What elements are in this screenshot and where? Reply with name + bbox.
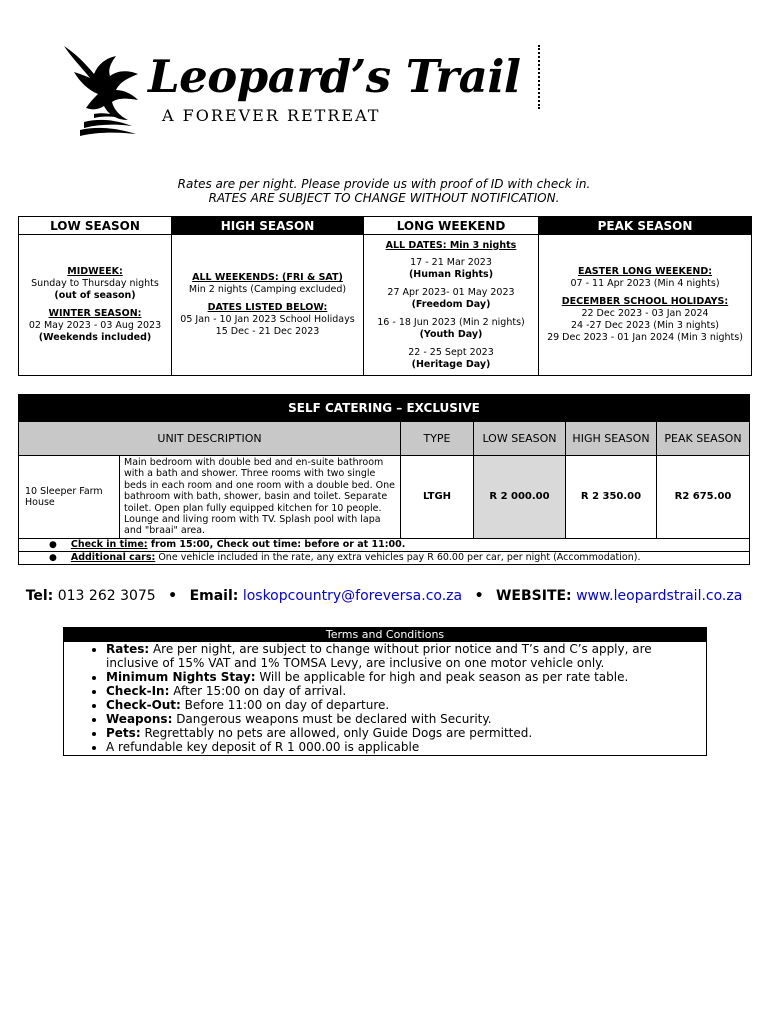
peak-season-cell [539,235,752,376]
winter-season-label: WINTER SEASON: [48,308,142,319]
high-season-header: HIGH SEASON [172,217,364,235]
term-label: Check-Out: [106,698,181,712]
december-dates-2: 24 -27 Dec 2023 (Min 3 nights) [571,319,719,331]
list-item [106,712,706,726]
term-label: Check-In: [106,684,170,698]
term-text: Before 11:00 on day of departure. [180,698,390,712]
additional-cars-label: Additional cars: [70,551,156,563]
high-season-cell [172,235,364,376]
long-weekend-note: (Youth Day) [419,328,483,340]
list-item [106,698,706,712]
high-season-dates-2: 15 Dec - 21 Dec 2023 [215,325,320,337]
term-text: Will be applicable for high and peak season as per rate table. [255,670,629,684]
additional-cars-note [19,551,750,564]
term-label: Minimum Nights Stay: [106,670,256,684]
email-link[interactable]: loskopcountry@foreversa.co.za [242,588,463,604]
december-holidays-label: DECEMBER SCHOOL HOLIDAYS: [561,296,729,308]
dates-listed-label: DATES LISTED BELOW: [207,302,328,314]
long-weekend-note: (Heritage Day) [411,358,491,370]
high-season-col-header: HIGH SEASON [566,422,657,456]
self-catering-title: SELF CATERING – EXCLUSIVE [19,395,750,422]
easter-label: EASTER LONG WEEKEND: [577,266,713,278]
long-weekend-note: (Human Rights) [408,269,494,281]
check-in-label: Check in time: [70,538,148,550]
peak-season-rate: R2 675.00 [657,456,750,539]
long-weekend-cell [364,235,539,376]
term-label: Pets: [106,726,141,740]
peak-season-col-header: PEAK SEASON [657,422,750,456]
check-in-note [19,538,750,551]
dotted-divider [538,45,540,109]
contact-line [0,588,768,604]
term-text: Dangerous weapons must be declared with Security. [172,712,492,726]
table-row [19,456,750,539]
additional-cars-text: One vehicle included in the rate, any extra vehicles pay R 60.00 per car, per night (Accommodation). [155,551,641,563]
high-season-dates-1: 05 Jan - 10 Jan 2023 School Holidays [180,313,355,325]
term-text: After 15:00 on day of arrival. [169,684,347,698]
unit-description: Main bedroom with double bed and en-suite bathroom with a bath and shower. Three rooms with two single beds in each room and one room with a double bed. One bathroom with bath, shower, basin and toilet. Separate toilet. Open plan fully equipped kitchen for 10 people. Lounge and living room with TV. Splash pool with lapa and "braai" area. [120,456,401,539]
december-dates-1: 22 Dec 2023 - 03 Jan 2024 [581,308,709,319]
long-weekend-dates: 27 Apr 2023- 01 May 2023 [387,287,515,299]
winter-season-note: (Weekends included) [38,331,152,343]
term-text: Regrettably no pets are allowed, only Guide Dogs are permitted. [140,726,533,740]
check-in-text: from 15:00, Check out time: before or at 11:00. [147,538,406,550]
low-season-cell [19,235,172,376]
list-item [106,740,706,754]
high-season-rate: R 2 350.00 [566,456,657,539]
term-text: Are per night, are subject to change without prior notice and T’s and C’s apply, are inclusive of 15% VAT and 1% TOMSA Levy, are inclusive on one motor vehicle only. [106,642,652,670]
self-catering-table [18,394,750,565]
all-weekends-line: Min 2 nights (Camping excluded) [188,284,347,296]
midweek-line: Sunday to Thursday nights [31,278,159,290]
type-header: TYPE [401,422,474,456]
list-item [106,726,706,740]
midweek-note: (out of season) [54,290,136,302]
long-weekend-dates: 17 - 21 Mar 2023 [410,257,492,269]
brand-title: Leopard’s Trail [148,50,521,103]
website-label: WEBSITE: [495,588,572,604]
list-item [106,642,706,670]
all-dates-label: ALL DATES: Min 3 nights [385,239,517,251]
long-weekend-note: (Freedom Day) [411,299,491,311]
tel-number: 013 262 3075 [57,588,156,604]
rates-change-notice: RATES ARE SUBJECT TO CHANGE WITHOUT NOTIFICATION. [208,191,560,205]
midweek-label: MIDWEEK: [67,266,123,278]
all-weekends-label: ALL WEEKENDS: (FRI & SAT) [192,272,343,284]
unit-type: LTGH [401,456,474,539]
term-label: Rates: [106,642,150,656]
december-dates-3: 29 Dec 2023 - 01 Jan 2024 (Min 3 nights) [547,331,743,343]
unit-name: 10 Sleeper Farm House [19,456,120,539]
term-label: Weapons: [106,712,173,726]
brand-subtitle: A FOREVER RETREAT [162,106,381,125]
separator: • [168,588,178,604]
unit-description-header: UNIT DESCRIPTION [19,422,401,456]
long-weekend-dates: 22 - 25 Sept 2023 [408,346,494,358]
long-weekend-dates: 16 - 18 Jun 2023 (Min 2 nights) [377,316,525,328]
separator: • [474,588,484,604]
email-label: Email: [189,588,239,604]
rates-notice: Rates are per night. Please provide us with proof of ID with check in. [177,177,591,191]
winter-season-dates: 02 May 2023 - 03 Aug 2023 [28,319,162,331]
easter-dates: 07 - 11 Apr 2023 (Min 4 nights) [570,278,720,290]
season-rates-table [18,216,752,376]
terms-list [64,642,706,755]
list-item [106,684,706,698]
website-link[interactable]: www.leopardstrail.co.za [576,588,743,604]
eagle-logo-icon [54,40,154,140]
low-season-header: LOW SEASON [19,217,172,235]
low-season-rate: R 2 000.00 [474,456,566,539]
bullet-icon: ● [49,552,57,563]
terms-title: Terms and Conditions [64,628,706,642]
low-season-col-header: LOW SEASON [474,422,566,456]
list-item [106,670,706,684]
long-weekend-header: LONG WEEKEND [364,217,539,235]
terms-box [63,627,707,756]
bullet-icon: ● [49,539,57,550]
tel-label: Tel: [25,588,54,604]
term-text: A refundable key deposit of R 1 000.00 is applicable [106,740,420,754]
peak-season-header: PEAK SEASON [539,217,752,235]
